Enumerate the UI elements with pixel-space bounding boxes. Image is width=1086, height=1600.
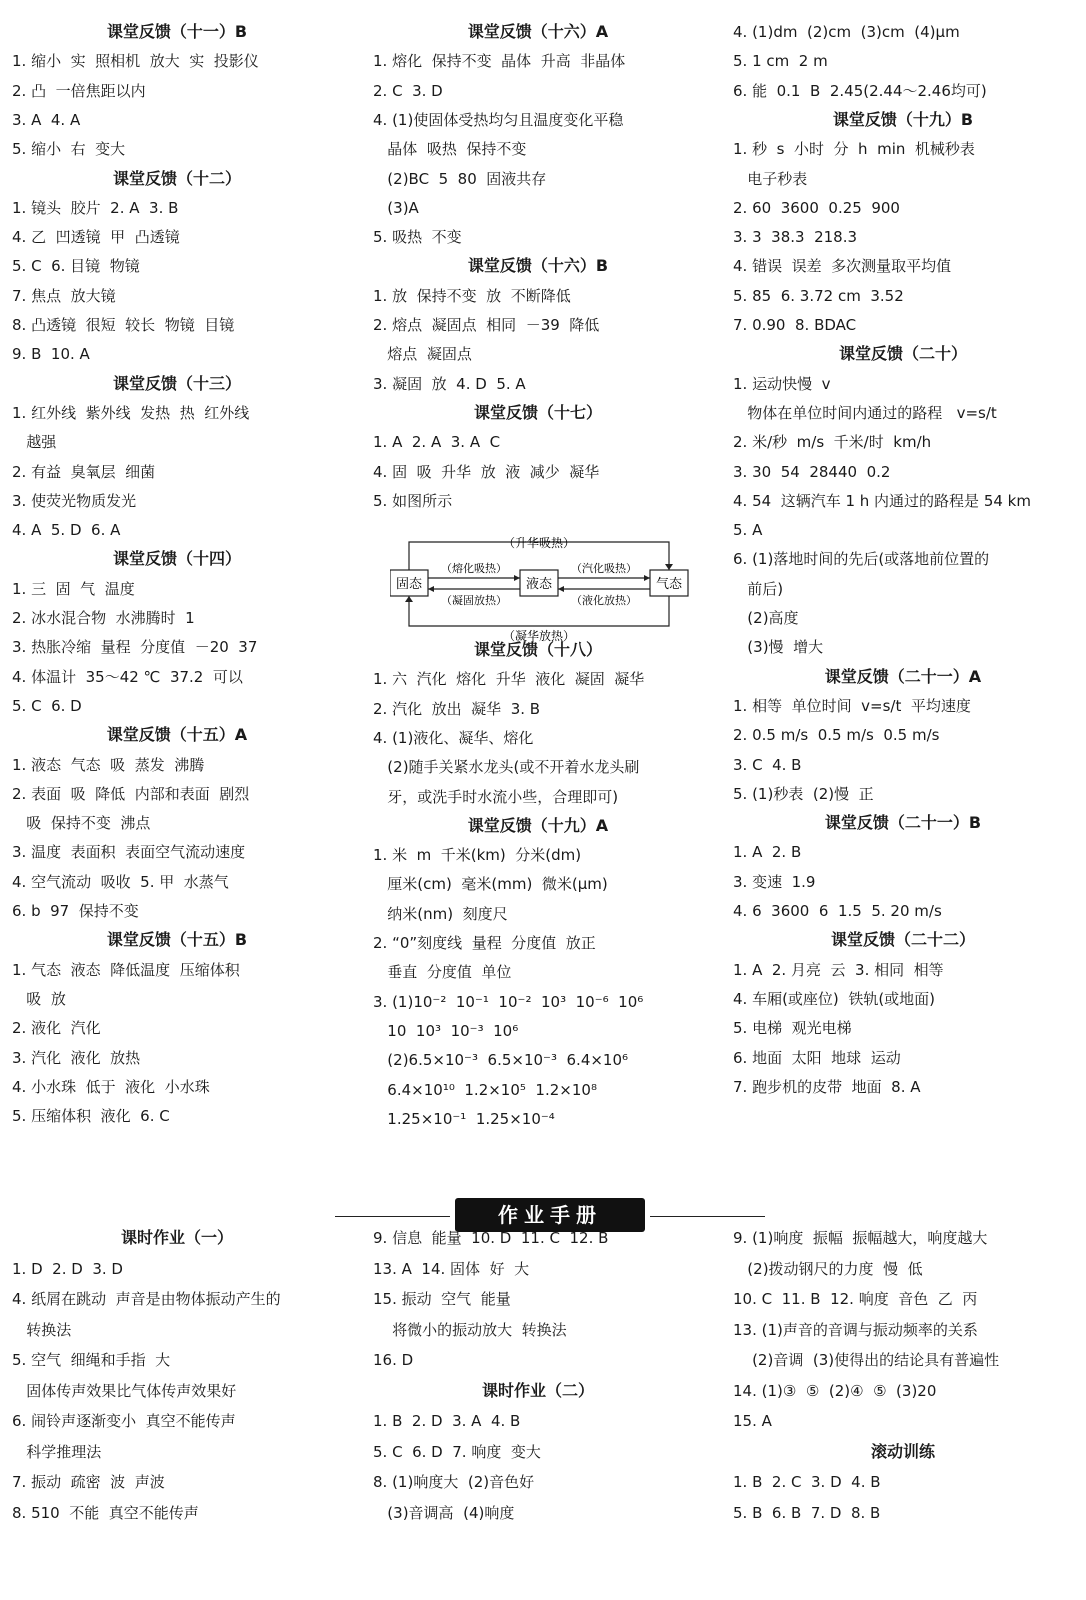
answer-line: 5. C 6. D bbox=[12, 696, 82, 715]
answer-line: 5. 如图所示 bbox=[373, 491, 453, 510]
answer-line: 4. 54 这辆汽车 1 h 内通过的路程是 54 km bbox=[733, 491, 1031, 510]
answer-line: (3)音调高 (4)响度 bbox=[373, 1503, 515, 1522]
banner-rule-right bbox=[650, 1216, 765, 1217]
answer-line: 2. “0”刻度线 量程 分度值 放正 bbox=[373, 934, 596, 952]
answer-line: 吸 放 bbox=[12, 989, 66, 1008]
answer-line: 1. 米 m 千米(km) 分米(dm) bbox=[373, 846, 582, 865]
section-heading: 课堂反馈（二十二） bbox=[830, 930, 975, 950]
answer-line: 4. 小水珠 低于 液化 小水珠 bbox=[12, 1077, 210, 1096]
answer-line: 5. 电梯 观光电梯 bbox=[733, 1019, 852, 1038]
banner-rule-left bbox=[335, 1216, 450, 1217]
answer-line: 6. 地面 太阳 地球 运动 bbox=[733, 1048, 901, 1067]
answer-line: 转换法 bbox=[12, 1320, 72, 1339]
section-heading: 课堂反馈（十六）B bbox=[467, 256, 609, 276]
section-heading: 课堂反馈（十九）A bbox=[467, 815, 609, 835]
answer-line: 1. 六 汽化 熔化 升华 液化 凝固 凝华 bbox=[373, 670, 645, 689]
answer-line: 3. A 4. A bbox=[12, 110, 81, 129]
answer-line: 4. 体温计 35～42 ℃ 37.2 可以 bbox=[12, 667, 243, 686]
answer-line: 7. 振动 疏密 波 声波 bbox=[12, 1473, 165, 1491]
section-heading: 课堂反馈（十五）A bbox=[106, 725, 248, 745]
answer-line: 1. 熔化 保持不变 晶体 升高 非晶体 bbox=[373, 52, 626, 71]
answer-line: 4. (1)液化、凝华、熔化 bbox=[373, 728, 534, 747]
section-heading: 课堂反馈（十九）B bbox=[832, 109, 974, 129]
answer-line: 4. 车厢(或座位) 铁轨(或地面) bbox=[733, 989, 936, 1008]
answer-line: 3. 凝固 放 4. D 5. A bbox=[373, 374, 526, 393]
answer-line: 6. 能 0.1 B 2.45(2.44～2.46均可) bbox=[733, 81, 987, 100]
answer-line: 纳米(nm) 刻度尺 bbox=[373, 904, 508, 923]
answer-line: 1. 红外线 紫外线 发热 热 红外线 bbox=[12, 403, 250, 422]
answer-line: 5. 空气 细绳和手指 大 bbox=[12, 1351, 171, 1369]
label-vaporization: （汽化吸热） bbox=[571, 562, 637, 575]
answer-line: 1. A 2. B bbox=[733, 843, 802, 862]
answer-line: 物体在单位时间内通过的路程 v=s/t bbox=[733, 403, 997, 422]
answer-line: 1. 放 保持不变 放 不断降低 bbox=[373, 286, 571, 305]
answer-line: 2. 有益 臭氧层 细菌 bbox=[12, 462, 156, 481]
answer-line: 10. C 11. B 12. 响度 音色 乙 丙 bbox=[733, 1290, 978, 1308]
arrow-head bbox=[558, 586, 564, 592]
answer-line: 9. (1)响度 振幅 振幅越大，响度越大 bbox=[733, 1229, 988, 1247]
answer-line: (2)BC 5 80 固液共存 bbox=[373, 169, 547, 188]
answer-line: 9. B 10. A bbox=[12, 345, 90, 364]
answer-line: 3. 温度 表面积 表面空气流动速度 bbox=[12, 843, 246, 862]
answer-line: 吸 保持不变 沸点 bbox=[12, 814, 151, 833]
answer-line: 4. 纸屑在跳动 声音是由物体振动产生的 bbox=[12, 1290, 281, 1308]
answer-line: 3. (1)10⁻² 10⁻¹ 10⁻² 10³ 10⁻⁶ 10⁶ bbox=[373, 992, 644, 1011]
answer-line: 晶体 吸热 保持不变 bbox=[373, 140, 527, 159]
section-heading: 课堂反馈（十七） bbox=[473, 402, 602, 422]
answer-line: (2)6.5×10⁻³ 6.5×10⁻³ 6.4×10⁶ bbox=[373, 1051, 629, 1070]
answer-line: 15. 振动 空气 能量 bbox=[373, 1290, 511, 1308]
answer-line: 8. 510 不能 真空不能传声 bbox=[12, 1503, 199, 1522]
answer-line: 2. 冰水混合物 水沸腾时 1 bbox=[12, 609, 195, 627]
answer-line: 4. A 5. D 6. A bbox=[12, 521, 121, 540]
answer-line: 2. 表面 吸 降低 内部和表面 剧烈 bbox=[12, 784, 250, 803]
answer-line: 16. D bbox=[373, 1351, 414, 1369]
answer-line: 牙，或洗手时水流小些，合理即可) bbox=[373, 787, 619, 806]
label-freezing: （凝固放热） bbox=[441, 594, 507, 607]
answer-line: 1. A 2. A 3. A C bbox=[373, 433, 501, 452]
answer-line: 5. C 6. D 7. 响度 变大 bbox=[373, 1442, 541, 1461]
answer-line: 3. 变速 1.9 bbox=[733, 872, 816, 891]
answer-line: (2)随手关紧水龙头(或不开着水龙头刷 bbox=[373, 758, 640, 777]
answer-line: 5. 缩小 右 变大 bbox=[12, 140, 126, 159]
answer-line: 13. (1)声音的音调与振动频率的关系 bbox=[733, 1320, 978, 1339]
answer-line: 7. 0.90 8. BDAC bbox=[733, 316, 857, 334]
answer-line: 13. A 14. 固体 好 大 bbox=[373, 1259, 530, 1278]
answer-line: 2. 0.5 m/s 0.5 m/s 0.5 m/s bbox=[733, 726, 940, 745]
arrow-head bbox=[428, 586, 434, 592]
answer-line: 1.25×10⁻¹ 1.25×10⁻⁴ bbox=[373, 1109, 555, 1128]
answer-line: 垂直 分度值 单位 bbox=[373, 963, 512, 982]
answer-line: 1. D 2. D 3. D bbox=[12, 1259, 123, 1278]
answer-line: 7. 焦点 放大镜 bbox=[12, 286, 116, 305]
arrow-head bbox=[665, 564, 673, 570]
answer-line: 14. (1)③ ⑤ (2)④ ⑤ (3)20 bbox=[733, 1381, 937, 1400]
answer-line: 5. 吸热 不变 bbox=[373, 228, 462, 247]
answer-line: 1. 三 固 气 温度 bbox=[12, 579, 135, 598]
answer-line: 6. b 97 保持不变 bbox=[12, 902, 139, 920]
answer-line: 1. B 2. C 3. D 4. B bbox=[733, 1473, 881, 1491]
answer-line: 15. A bbox=[733, 1412, 772, 1430]
state-change-diagram bbox=[390, 534, 710, 654]
label-deposition: （凝华放热） bbox=[502, 629, 576, 643]
answer-line: 5. C 6. 目镜 物镜 bbox=[12, 257, 140, 276]
answer-line: 1. 运动快慢 v bbox=[733, 374, 831, 393]
answer-line: 8. 凸透镜 很短 较长 物镜 目镜 bbox=[12, 316, 235, 334]
section-heading: 课堂反馈（二十一）B bbox=[824, 813, 982, 833]
section-heading: 课时作业（二） bbox=[481, 1380, 594, 1400]
section-heading: 课堂反馈（二十） bbox=[838, 344, 967, 364]
answer-line: 4. 乙 凹透镜 甲 凸透镜 bbox=[12, 228, 180, 247]
arrow-head bbox=[514, 575, 520, 581]
answer-line: 3. 汽化 液化 放热 bbox=[12, 1048, 141, 1067]
answer-line: 4. (1)使固体受热均匀且温度变化平稳 bbox=[373, 110, 624, 129]
section-heading: 课堂反馈（十五）B bbox=[106, 930, 248, 950]
section-heading: 课堂反馈（十三） bbox=[112, 373, 241, 393]
section-heading: 课堂反馈（二十一）A bbox=[824, 666, 982, 686]
answer-line: 4. 固 吸 升华 放 液 减少 凝华 bbox=[373, 462, 600, 481]
answer-line: 熔点 凝固点 bbox=[373, 345, 472, 364]
answer-line: 2. 熔点 凝固点 相同 －39 降低 bbox=[373, 316, 600, 334]
answer-line: 8. (1)响度大 (2)音色好 bbox=[373, 1473, 535, 1491]
answer-line: 6. 闹铃声逐渐变小 真空不能传声 bbox=[12, 1412, 236, 1430]
answer-line: 3. 30 54 28440 0.2 bbox=[733, 462, 891, 481]
answer-line: 9. 信息 能量 10. D 11. C 12. B bbox=[373, 1229, 609, 1247]
section-heading: 课时作业（一） bbox=[120, 1228, 233, 1247]
answer-line: 10 10³ 10⁻³ 10⁶ bbox=[373, 1021, 519, 1040]
answer-line: 5. A bbox=[733, 521, 763, 540]
answer-line: 7. 跑步机的皮带 地面 8. A bbox=[733, 1077, 921, 1096]
answer-line: 3. 3 38.3 218.3 bbox=[733, 228, 858, 247]
answer-line: 4. 错误 误差 多次测量取平均值 bbox=[733, 257, 952, 276]
answer-line: 2. 液化 汽化 bbox=[12, 1019, 101, 1038]
answer-line: 前后) bbox=[733, 579, 784, 598]
answer-line: 5. B 6. B 7. D 8. B bbox=[733, 1503, 881, 1522]
section-heading: 课堂反馈（十八） bbox=[473, 640, 602, 659]
answer-line: 6. (1)落地时间的先后(或落地前位置的 bbox=[733, 550, 990, 569]
answer-line: 2. 米/秒 m/s 千米/时 km/h bbox=[733, 433, 932, 452]
state-solid: 固态 bbox=[395, 577, 423, 592]
state-liquid: 液态 bbox=[525, 577, 553, 592]
answer-line: 5. 压缩体积 液化 6. C bbox=[12, 1107, 170, 1126]
answer-line: (2)音调 (3)使得出的结论具有普遍性 bbox=[733, 1351, 1000, 1369]
section-heading: 滚动训练 bbox=[870, 1441, 935, 1461]
state-gas: 气态 bbox=[655, 577, 683, 592]
answer-line: 1. B 2. D 3. A 4. B bbox=[373, 1412, 521, 1430]
answer-line: 2. 汽化 放出 凝华 3. B bbox=[373, 699, 541, 718]
answer-line: 越强 bbox=[12, 433, 57, 452]
answer-line: 4. (1)dm (2)cm (3)cm (4)μm bbox=[733, 23, 960, 41]
section-heading: 课堂反馈（十四） bbox=[112, 549, 241, 569]
answer-line: 1. A 2. 月亮 云 3. 相同 相等 bbox=[733, 960, 944, 979]
answer-line: 1. 气态 液态 降低温度 压缩体积 bbox=[12, 960, 240, 979]
answer-line: 固体传声效果比气体传声效果好 bbox=[12, 1381, 237, 1400]
label-melting: （熔化吸热） bbox=[441, 562, 507, 575]
answer-line: 1. 镜头 胶片 2. A 3. B bbox=[12, 198, 179, 217]
answer-line: 1. 液态 气态 吸 蒸发 沸腾 bbox=[12, 755, 205, 774]
answer-line: (2)拨动钢尺的力度 慢 低 bbox=[733, 1259, 923, 1278]
answer-line: (3)慢 增大 bbox=[733, 638, 824, 657]
answer-line: (2)高度 bbox=[733, 609, 799, 627]
label-liquefaction: （液化放热） bbox=[571, 594, 637, 607]
banner-title: 作业手册 bbox=[455, 1198, 645, 1232]
answer-line: 电子秒表 bbox=[733, 169, 808, 188]
answer-line: 5. (1)秒表 (2)慢 正 bbox=[733, 784, 874, 803]
section-heading: 课堂反馈（十六）A bbox=[467, 22, 609, 41]
answer-line: 5. 85 6. 3.72 cm 3.52 bbox=[733, 286, 904, 305]
answer-line: 1. 缩小 实 照相机 放大 实 投影仪 bbox=[12, 52, 259, 71]
answer-line: 科学推理法 bbox=[12, 1442, 102, 1461]
answer-line: 2. 60 3600 0.25 900 bbox=[733, 198, 900, 217]
answer-line: 5. 1 cm 2 m bbox=[733, 52, 828, 71]
answer-line: 4. 空气流动 吸收 5. 甲 水蒸气 bbox=[12, 872, 229, 891]
answer-line: 将微小的振动放大 转换法 bbox=[373, 1320, 567, 1339]
answer-line: (3)A bbox=[373, 198, 419, 217]
answer-line: 厘米(cm) 毫米(mm) 微米(μm) bbox=[373, 875, 608, 894]
answer-line: 6.4×10¹⁰ 1.2×10⁵ 1.2×10⁸ bbox=[373, 1080, 597, 1099]
arrow-head bbox=[644, 575, 650, 581]
arrow-head bbox=[405, 596, 413, 602]
answer-line: 3. 使荧光物质发光 bbox=[12, 491, 137, 510]
section-heading: 课堂反馈（十一）B bbox=[106, 22, 248, 41]
answer-line: 2. C 3. D bbox=[373, 81, 443, 100]
label-sublimation: （升华吸热） bbox=[502, 535, 576, 550]
answer-line: 1. 秒 s 小时 分 h min 机械秒表 bbox=[733, 140, 975, 159]
answer-line: 3. 热胀冷缩 量程 分度值 －20 37 bbox=[12, 638, 258, 657]
answer-line: 2. 凸 一倍焦距以内 bbox=[12, 81, 146, 100]
answer-line: 3. C 4. B bbox=[733, 755, 802, 774]
answer-line: 1. 相等 单位时间 v=s/t 平均速度 bbox=[733, 696, 971, 715]
section-heading: 课堂反馈（十二） bbox=[112, 168, 241, 188]
answer-line: 4. 6 3600 6 1.5 5. 20 m/s bbox=[733, 902, 942, 920]
